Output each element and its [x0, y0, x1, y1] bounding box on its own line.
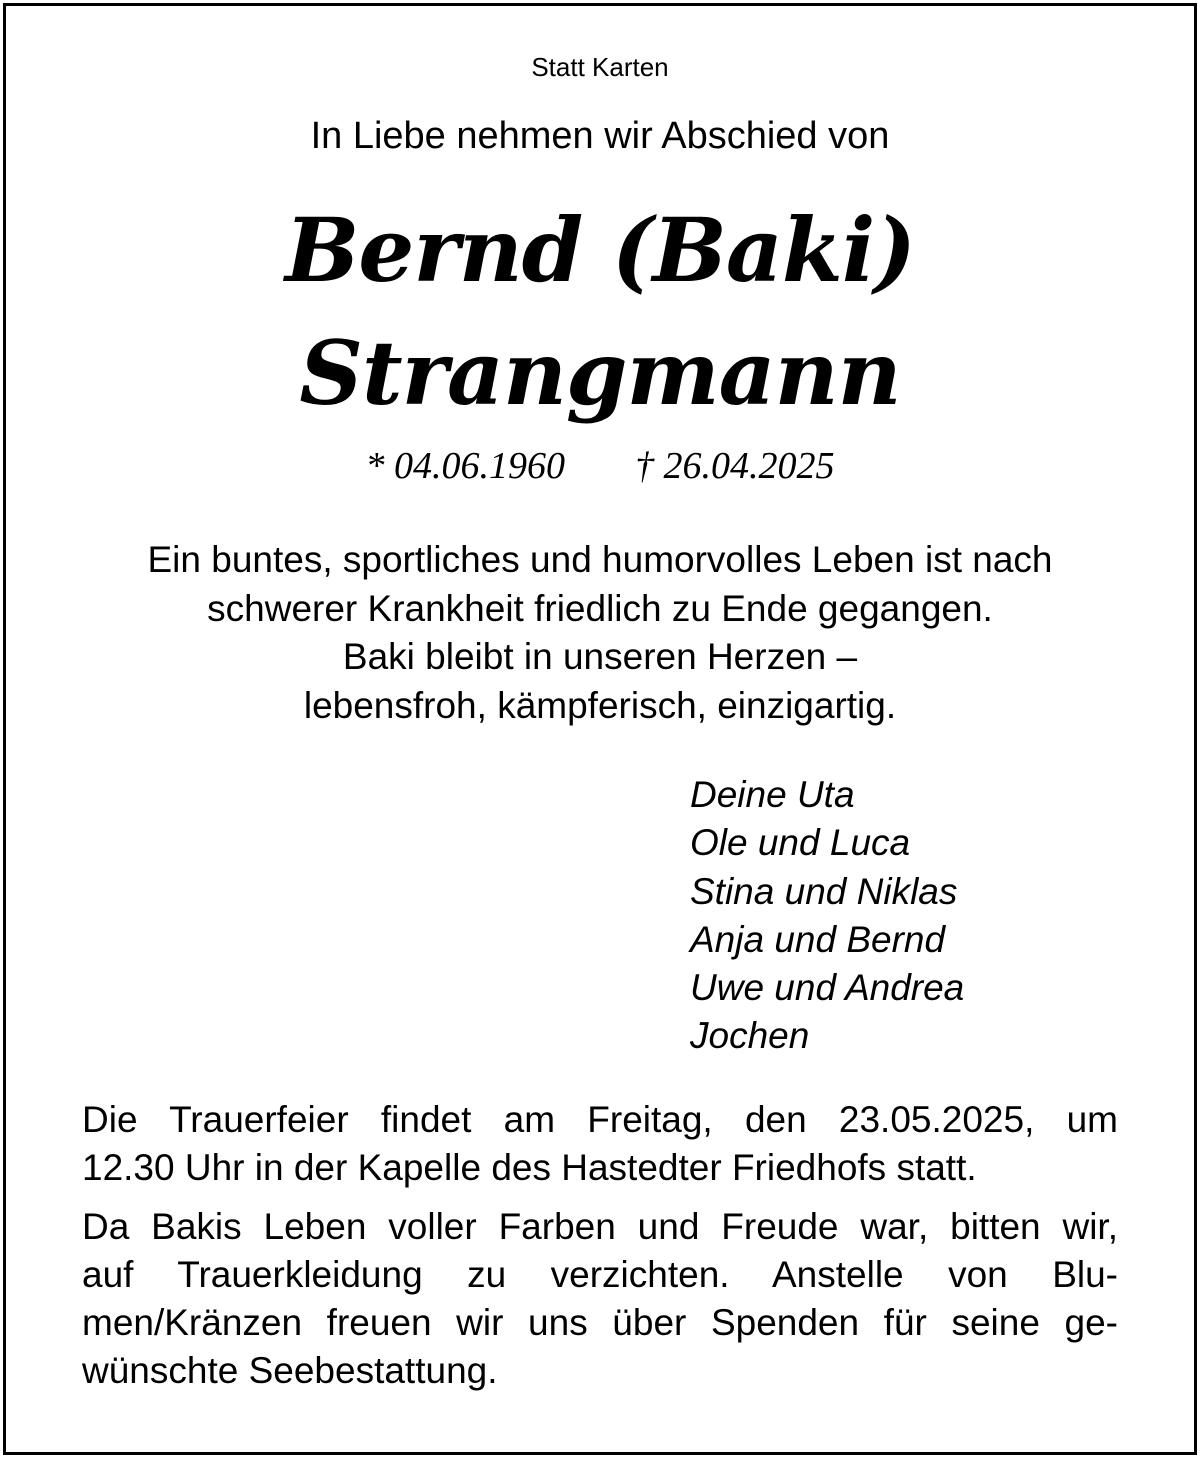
memorial-text-line: Baki bleibt in unseren Herzen –: [342, 636, 858, 677]
header-statt-karten: Statt Karten: [531, 52, 669, 82]
request-notice-line: auf Trauerkleidung zu verzichten. Anstelle von Blu-: [82, 1254, 1118, 1295]
deceased-name-line-2: Strangmann: [299, 321, 901, 425]
mourner-name: Deine Uta: [690, 774, 855, 815]
mourner-name: Jochen: [690, 1015, 810, 1057]
memorial-text: [0, 536, 1200, 730]
funeral-notice-line: 12.30 Uhr in der Kapelle des Hastedter Friedhofs statt.: [82, 1147, 977, 1188]
memorial-text-line: lebensfroh, kämpferisch, einzigartig.: [303, 684, 897, 726]
request-notice-line: wünschte Seebestattung.: [82, 1350, 498, 1391]
request-notice-line: Da Bakis Leben voller Farben und Freude war, bitten wir,: [82, 1206, 1118, 1247]
intro-line: In Liebe nehmen wir Abschied von: [310, 115, 890, 157]
life-dates: [0, 442, 1200, 490]
mourner-name: Uwe und Andrea: [690, 967, 965, 1009]
funeral-notice: [82, 1096, 1118, 1192]
memorial-text-line: schwerer Krankheit friedlich zu Ende gegangen.: [207, 587, 993, 629]
request-notice: [82, 1203, 1118, 1395]
mourners-list: [690, 771, 964, 1061]
deceased-name-line-1: Bernd (Baki): [285, 198, 915, 302]
memorial-text-line: Ein buntes, sportliches und humorvolles Leben ist nach: [147, 539, 1053, 580]
mourner-name: Ole und Luca: [690, 822, 911, 864]
birth-date: * 04.06.1960: [365, 445, 565, 487]
request-notice-line: men/Kränzen freuen wir uns über Spenden für seine ge-: [82, 1302, 1118, 1343]
death-date: † 26.04.2025: [635, 445, 835, 487]
mourner-name: Stina und Niklas: [690, 870, 958, 912]
funeral-notice-line: Die Trauerfeier findet am Freitag, den 23.05.2025, um: [82, 1099, 1118, 1140]
mourner-name: Anja und Bernd: [690, 918, 946, 960]
